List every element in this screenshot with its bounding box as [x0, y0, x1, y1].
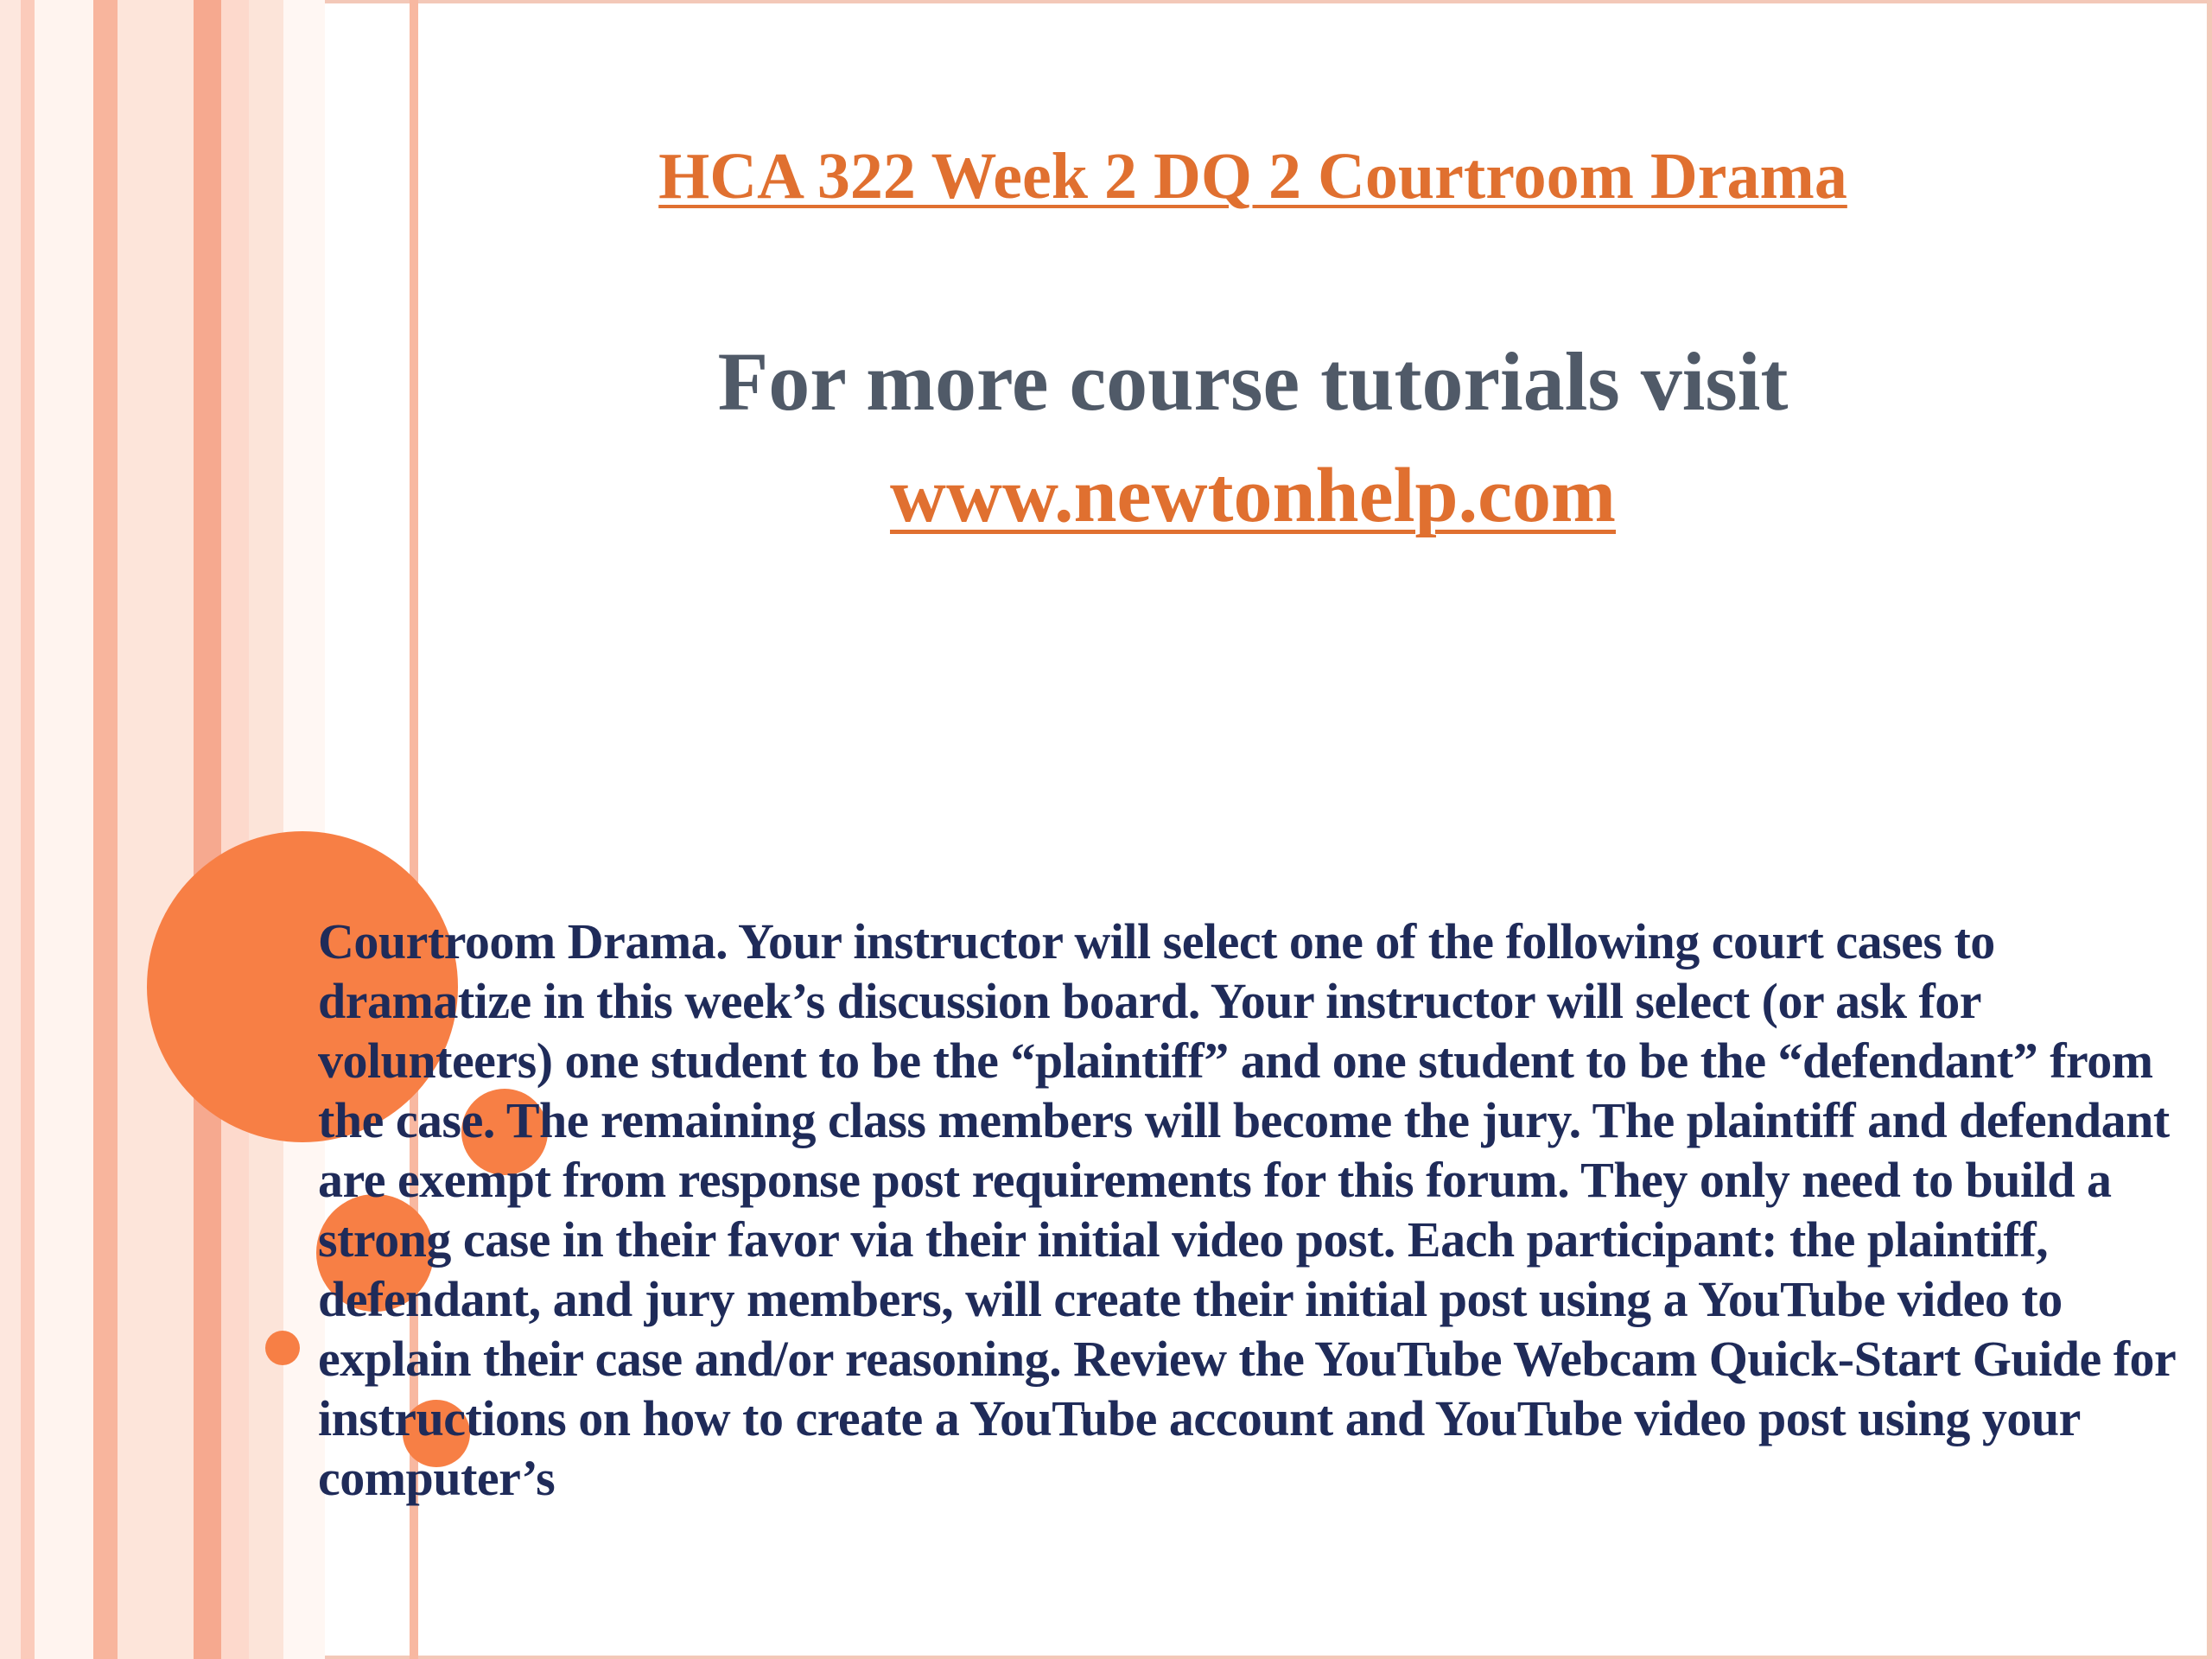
decorative-stripe [0, 0, 21, 1659]
decorative-stripe [221, 0, 249, 1659]
slide-body-text: Courtroom Drama. Your instructor will select one of the following court cases to dramatize in this week’s discussion board. Your instructor will select (or ask for volunteers) one student to be the “plaintiff” and one student to be the “defendant” from the case. The remaining class members will become the jury. The plaintiff and defendant are exempt from response post requirements for this forum. They only need to build a strong case in their favor via their initial video post. Each participant: the plaintiff, defendant, and jury members, will create their initial post using a YouTube video to explain their case and/or reasoning. Review the YouTube Webcam Quick-Start Guide for instructions on how to create a YouTube account and YouTube video post using your computer’s [318, 913, 2176, 1506]
decorative-stripe [21, 0, 35, 1659]
bullet-dot [265, 1331, 300, 1365]
decorative-stripe [249, 0, 283, 1659]
slide-subtitle: For more course tutorials visit [717, 335, 1789, 428]
decorative-stripe [118, 0, 194, 1659]
slide-title[interactable]: HCA 322 Week 2 DQ 2 Courtroom Drama [658, 140, 1847, 213]
decorative-stripe [93, 0, 118, 1659]
decorative-stripe [35, 0, 93, 1659]
decorative-stripe [194, 0, 221, 1659]
website-link[interactable]: www.newtonhelp.com [889, 453, 1616, 538]
